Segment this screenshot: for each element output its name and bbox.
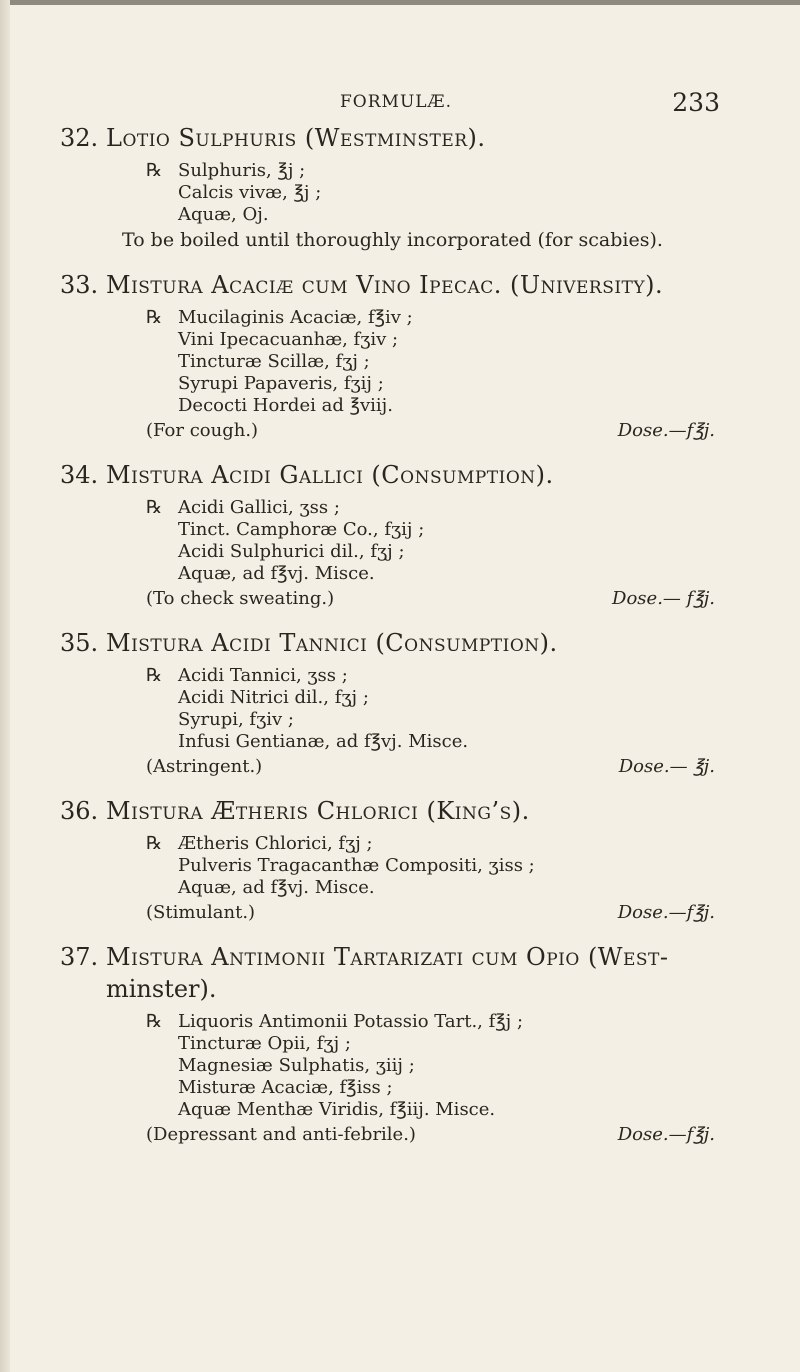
recipe-symbol: ℞ — [146, 1011, 163, 1032]
ingredient-line: Aquæ Menthæ Viridis, f℥iij. Misce. — [178, 1099, 496, 1120]
ingredient-line: Syrupi Papaveris, fʒij ; — [178, 373, 384, 394]
formula-number: 34. — [60, 461, 99, 489]
formula-title — [60, 269, 715, 301]
ingredient-line: Tincturæ Scillæ, fʒj ; — [178, 351, 370, 372]
ingredient-line: Vini Ipecacuanhæ, fʒiv ; — [178, 329, 399, 350]
formula-list — [60, 122, 715, 1163]
ingredient-line: Calcis vivæ, ℥j ; — [178, 182, 322, 203]
formula-title — [60, 795, 715, 827]
ingredient-line: Magnesiæ Sulphatis, ʒiij ; — [178, 1055, 415, 1076]
formula-dose: Dose.— f℥j. — [612, 588, 715, 609]
ingredient-line: Aquæ, ad f℥vj. Misce. — [178, 877, 375, 898]
formula-title — [60, 627, 715, 659]
use-dose-line — [60, 755, 715, 779]
formula-name-continuation: minster). — [106, 975, 217, 1003]
ingredient-line: Liquoris Antimonii Potassio Tart., f℥j ; — [178, 1011, 524, 1032]
running-title: FORMULÆ. — [340, 92, 452, 112]
formula-entry — [60, 269, 715, 443]
prescription — [60, 497, 715, 585]
recipe-symbol: ℞ — [146, 160, 163, 181]
formula-name: Mistura Ætheris Chlorici (King’s). — [106, 797, 530, 825]
formula-number: 37. — [60, 943, 99, 971]
formula-name: Lotio Sulphuris (Westminster). — [106, 124, 486, 152]
page-header — [60, 88, 720, 118]
ingredient-line: Sulphuris, ℥j ; — [178, 160, 306, 181]
formula-entry — [60, 459, 715, 611]
formula-entry — [60, 627, 715, 779]
ingredient-line: Acidi Tannici, ʒss ; — [178, 665, 348, 686]
ingredient-line: Tinct. Camphoræ Co., fʒij ; — [178, 519, 425, 540]
ingredient-line: Ætheris Chlorici, fʒj ; — [178, 833, 373, 854]
formula-title — [60, 122, 715, 154]
page-top-edge — [0, 0, 800, 5]
ingredient-line: Infusi Gentianæ, ad f℥vj. Misce. — [178, 731, 469, 752]
use-dose-line — [60, 419, 715, 443]
page-binding-edge — [0, 0, 10, 1372]
formula-name: Mistura Antimonii Tartarizati cum Opio (West- — [106, 943, 669, 971]
formula-use: (Depressant and anti-febrile.) — [146, 1124, 416, 1145]
prescription — [60, 160, 715, 226]
formula-name: Mistura Acidi Tannici (Consumption). — [106, 629, 558, 657]
recipe-symbol: ℞ — [146, 497, 163, 518]
recipe-symbol: ℞ — [146, 833, 163, 854]
formula-dose: Dose.—f℥j. — [617, 1124, 715, 1145]
use-dose-line — [60, 587, 715, 611]
formula-entry — [60, 941, 715, 1147]
formula-dose: Dose.— ℥j. — [618, 756, 715, 777]
formula-title — [60, 459, 715, 491]
ingredient-line: Acidi Nitrici dil., fʒj ; — [178, 687, 369, 708]
formula-entry — [60, 122, 715, 253]
formula-name: Mistura Acidi Gallici (Consumption). — [106, 461, 554, 489]
formula-dose: Dose.—f℥j. — [617, 420, 715, 441]
ingredient-line: Aquæ, ad f℥vj. Misce. — [178, 563, 375, 584]
formula-entry — [60, 795, 715, 925]
ingredient-line: Aquæ, Oj. — [178, 204, 269, 225]
formula-number: 33. — [60, 271, 99, 299]
formula-use: (Stimulant.) — [146, 902, 256, 923]
formula-number: 32. — [60, 124, 99, 152]
ingredient-line: Acidi Gallici, ʒss ; — [178, 497, 340, 518]
formula-title — [60, 941, 715, 1005]
formula-number: 36. — [60, 797, 99, 825]
formula-use: (Astringent.) — [146, 756, 263, 777]
formula-use: (To check sweating.) — [146, 588, 335, 609]
prescription — [60, 833, 715, 899]
ingredient-line: Pulveris Tragacanthæ Compositi, ʒiss ; — [178, 855, 535, 876]
ingredient-line: Misturæ Acaciæ, f℥iss ; — [178, 1077, 393, 1098]
use-dose-line — [60, 901, 715, 925]
prescription — [60, 1011, 715, 1121]
ingredient-line: Syrupi, fʒiv ; — [178, 709, 294, 730]
use-dose-line — [60, 1123, 715, 1147]
ingredient-line: Tincturæ Opii, fʒj ; — [178, 1033, 351, 1054]
formula-number: 35. — [60, 629, 99, 657]
ingredient-line: Decocti Hordei ad ℥viij. — [178, 395, 393, 416]
prescription — [60, 665, 715, 753]
recipe-symbol: ℞ — [146, 307, 163, 328]
formula-name: Mistura Acaciæ cum Vino Ipecac. (University). — [106, 271, 664, 299]
prescription — [60, 307, 715, 417]
recipe-symbol: ℞ — [146, 665, 163, 686]
formula-use: (For cough.) — [146, 420, 259, 441]
page-number: 233 — [672, 88, 720, 117]
preparation-note: To be boiled until thoroughly incorporated (for scabies). — [122, 229, 663, 251]
ingredient-line: Acidi Sulphurici dil., fʒj ; — [178, 541, 405, 562]
formula-dose: Dose.—f℥j. — [617, 902, 715, 923]
ingredient-line: Mucilaginis Acaciæ, f℥iv ; — [178, 307, 413, 328]
